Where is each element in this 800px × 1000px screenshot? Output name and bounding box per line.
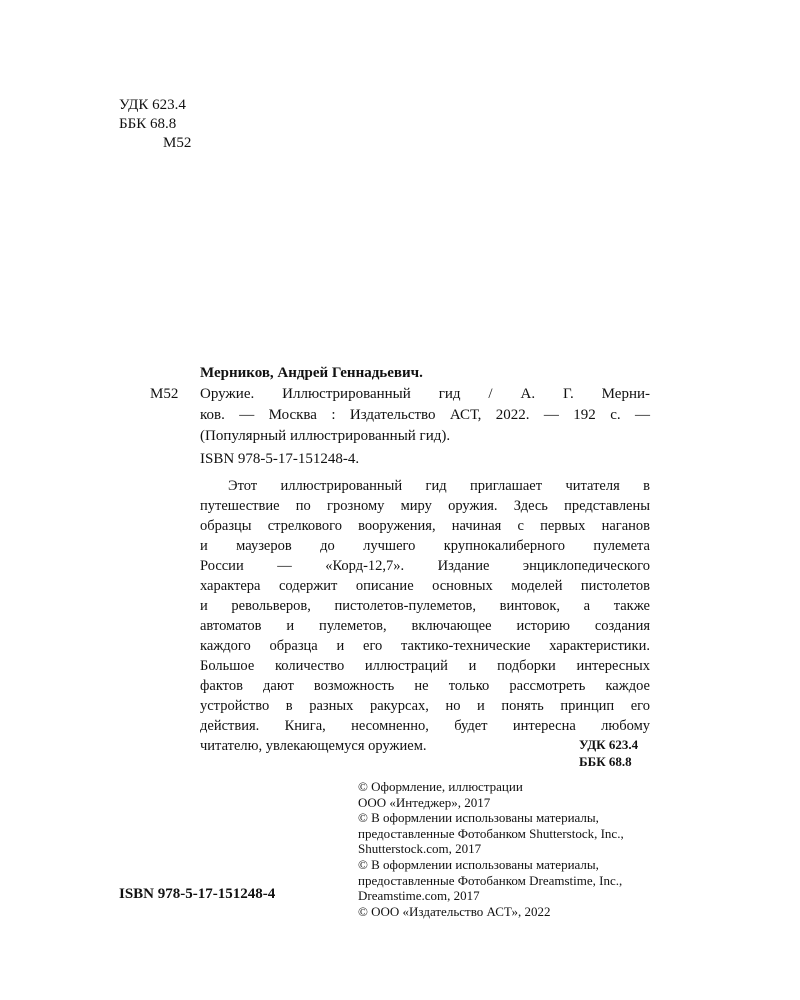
description-line: (Популярный иллюстрированный гид). <box>200 428 451 444</box>
annotation-line: и маузеров до лучшего крупнокалиберного пулемета <box>200 538 650 554</box>
udk-code: УДК 623.4 <box>119 97 186 113</box>
isbn-bottom: ISBN 978-5-17-151248-4 <box>119 886 276 902</box>
annotation <box>200 476 650 756</box>
annotation-line: читателю, увлекающемуся оружием. <box>200 738 427 754</box>
entry-description <box>150 384 650 447</box>
bbk-code: ББК 68.8 <box>119 116 177 132</box>
copyright-line: © Оформление, иллюстрации <box>358 779 523 794</box>
annotation-line: образцы стрелкового вооружения, начиная с первых наганов <box>200 518 650 534</box>
udk-code-bottom: УДК 623.4 <box>579 737 639 752</box>
entry-isbn: ISBN 978-5-17-151248-4. <box>200 451 360 467</box>
classification-bottom <box>579 736 638 770</box>
annotation-line: устройство в разных ракурсах, но и понять принцип его <box>200 698 650 714</box>
annotation-line: характера содержит описание основных моделей пистолетов <box>200 578 650 594</box>
copyright-line: Dreamstime.com, 2017 <box>358 888 480 904</box>
copyright-line: предоставленные Фотобанком Dreamstime, Inc., <box>358 872 623 888</box>
copyright-line: предоставленные Фотобанком Shutterstock, Inc., <box>358 825 624 841</box>
bibliographic-entry <box>150 363 650 756</box>
entry-code: М52 <box>150 386 179 402</box>
copyright-line: © В оформлении использованы материалы, <box>358 856 599 872</box>
annotation-line: действия. Книга, несомненно, будет интересна любому <box>200 718 650 734</box>
description-line: Оружие. Иллюстрированный гид / А. Г. Мерни- <box>200 386 650 402</box>
copyright-line: © ООО «Издательство АСТ», 2022 <box>358 903 551 919</box>
copyright-line: Shutterstock.com, 2017 <box>358 841 482 857</box>
author-mark: М52 <box>163 135 192 151</box>
copyright-line: ООО «Интеджер», 2017 <box>358 794 491 810</box>
copyright-block <box>358 779 624 919</box>
annotation-line: каждого образца и его тактико-технические характеристики. <box>200 638 650 654</box>
annotation-line: автоматов и пулеметов, включающее историю создания <box>200 618 650 634</box>
annotation-line: и револьверов, пистолетов-пулеметов, винтовок, а также <box>200 598 650 614</box>
copyright-line: © В оформлении использованы материалы, <box>358 810 599 826</box>
classification-top <box>119 96 191 153</box>
description-line: ков. — Москва : Издательство АСТ, 2022. — 192 с. — <box>200 407 650 423</box>
annotation-line: путешествие по грозному миру оружия. Здесь представлены <box>200 498 650 514</box>
annotation-line: Этот иллюстрированный гид приглашает читателя в <box>228 478 650 494</box>
annotation-line: фактов дают возможность не только рассмотреть каждое <box>200 678 650 694</box>
annotation-line: Большое количество иллюстраций и подборки интересных <box>200 658 650 674</box>
author-heading: Мерников, Андрей Геннадьевич. <box>200 365 423 381</box>
annotation-line: России — «Корд-12,7». Издание энциклопедического <box>200 558 650 574</box>
bbk-code-bottom: ББК 68.8 <box>579 754 632 769</box>
